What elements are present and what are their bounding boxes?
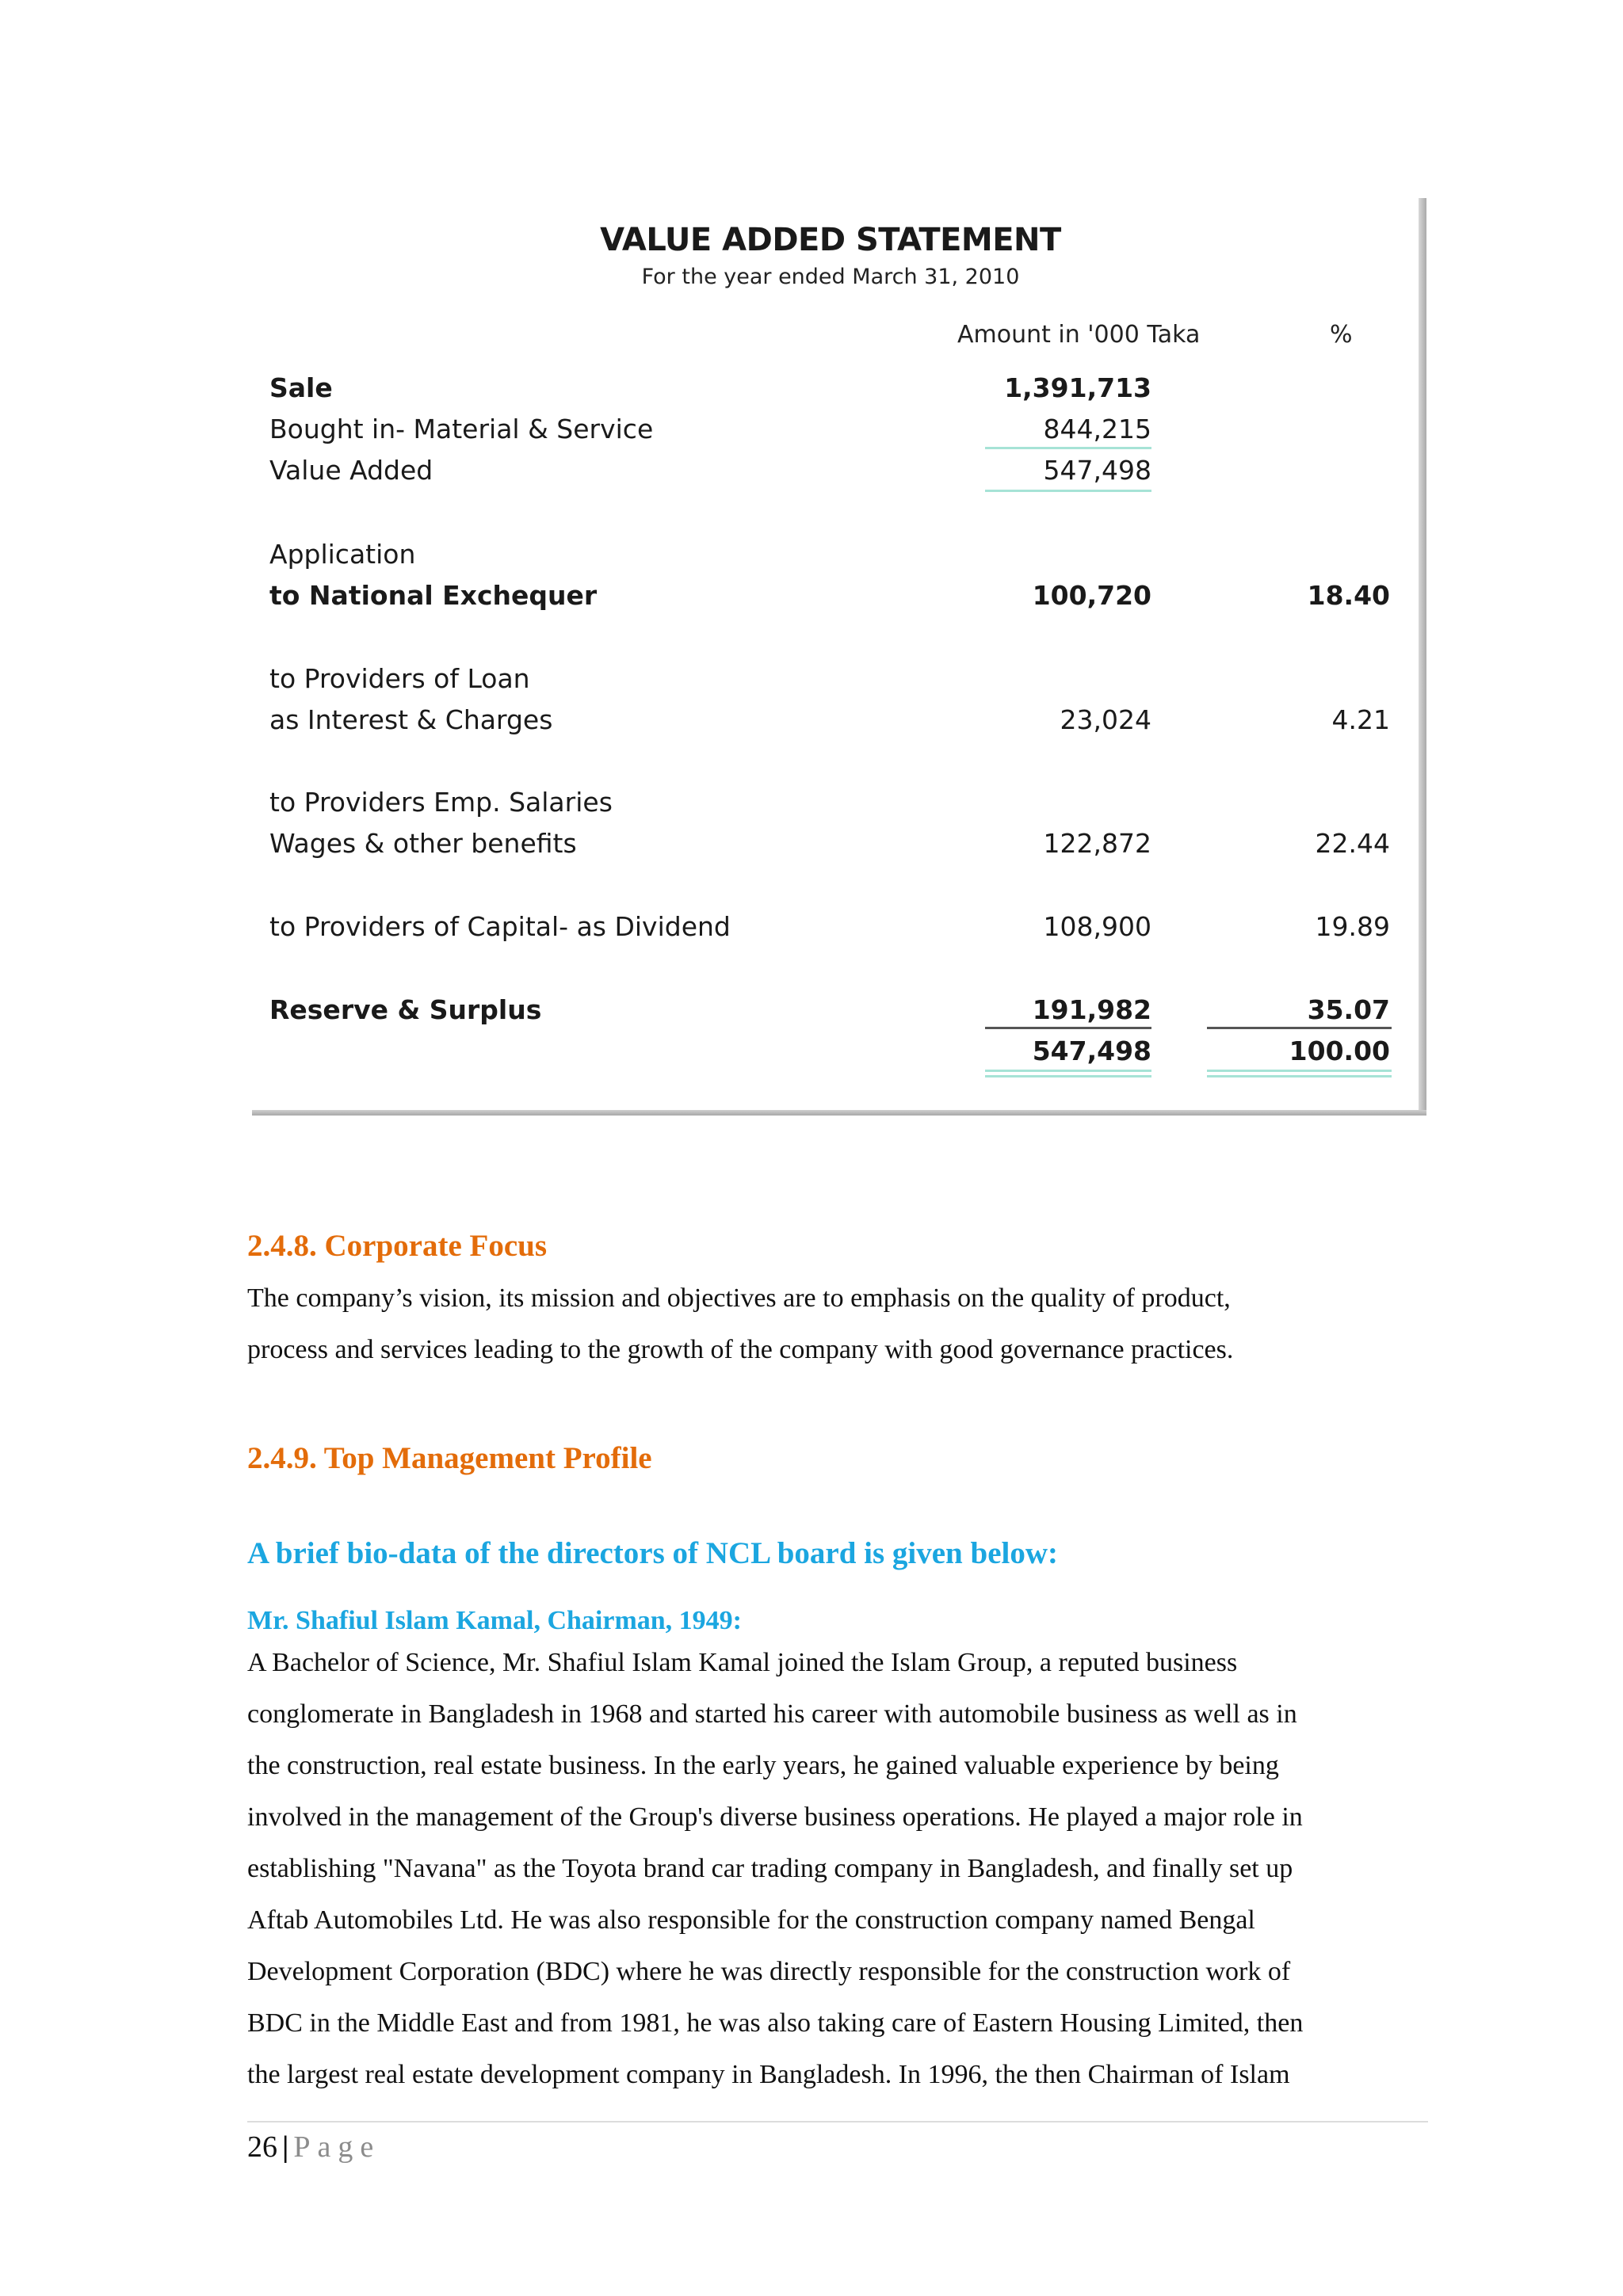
bio-line: BDC in the Middle East and from 1981, he was also taking care of Eastern Housing Limited, then bbox=[247, 2008, 1304, 2038]
page-word: Page bbox=[293, 2130, 381, 2164]
footer-rule bbox=[247, 2121, 1428, 2122]
scan-edge-right bbox=[1419, 198, 1426, 1116]
row-label-sale: Sale bbox=[269, 372, 333, 403]
bio-line: Development Corporation (BDC) where he was directly responsible for the construction work of bbox=[247, 1957, 1291, 1986]
statement-subtitle: For the year ended March 31, 2010 bbox=[641, 265, 1020, 289]
underline-reserve-amount bbox=[985, 1027, 1151, 1029]
bio-line: involved in the management of the Group's diverse business operations. He played a major role in bbox=[247, 1802, 1303, 1832]
bio-line: conglomerate in Bangladesh in 1968 and started his career with automobile business as well as in bbox=[247, 1699, 1297, 1729]
page-footer bbox=[247, 2130, 380, 2164]
row-label-reserve: Reserve & Surplus bbox=[269, 994, 542, 1025]
row-amount-sale: 1,391,713 bbox=[1004, 372, 1151, 403]
row-label-application: Application bbox=[269, 539, 416, 570]
bio-line: the construction, real estate business. In the early years, he gained valuable experience by being bbox=[247, 1751, 1279, 1780]
underline-bought-in bbox=[985, 447, 1151, 449]
row-label-emp-2: Wages & other benefits bbox=[269, 828, 577, 859]
row-amount-value-added: 547,498 bbox=[1043, 455, 1151, 486]
footer-separator: | bbox=[282, 2130, 289, 2164]
bio-line: establishing "Navana" as the Toyota brand car trading company in Bangladesh, and finally set up bbox=[247, 1854, 1293, 1883]
bio-line: Aftab Automobiles Ltd. He was also responsible for the construction company named Bengal bbox=[247, 1905, 1255, 1935]
double-underline-pct-1 bbox=[1207, 1070, 1392, 1072]
heading-corporate-focus: 2.4.8. Corporate Focus bbox=[247, 1229, 548, 1263]
row-label-loan-2: as Interest & Charges bbox=[269, 704, 553, 735]
total-pct: 100.00 bbox=[1289, 1035, 1390, 1066]
row-pct-loan: 4.21 bbox=[1331, 704, 1390, 735]
heading-chairman-profile: Mr. Shafiul Islam Kamal, Chairman, 1949: bbox=[247, 1606, 743, 1635]
row-amount-bought-in: 844,215 bbox=[1043, 414, 1151, 444]
corporate-focus-line-1: The company’s vision, its mission and objectives are to emphasis on the quality of product, bbox=[247, 1283, 1231, 1313]
heading-directors-biodata: A brief bio-data of the directors of NCL board is given below: bbox=[247, 1536, 1058, 1570]
row-amount-capital: 108,900 bbox=[1043, 911, 1151, 942]
double-underline-pct-2 bbox=[1207, 1075, 1392, 1077]
total-amount: 547,498 bbox=[1032, 1035, 1151, 1066]
statement-title: VALUE ADDED STATEMENT bbox=[600, 222, 1061, 258]
row-label-value-added: Value Added bbox=[269, 455, 433, 486]
scan-edge-bottom bbox=[252, 1110, 1426, 1116]
bio-line: the largest real estate development company in Bangladesh. In 1996, the then Chairman of Islam bbox=[247, 2060, 1290, 2089]
row-amount-emp: 122,872 bbox=[1043, 828, 1151, 859]
underline-value-added bbox=[985, 490, 1151, 492]
row-label-capital: to Providers of Capital- as Dividend bbox=[269, 911, 731, 942]
row-amount-reserve: 191,982 bbox=[1032, 994, 1151, 1025]
row-label-emp-1: to Providers Emp. Salaries bbox=[269, 787, 613, 818]
corporate-focus-line-2: process and services leading to the growth of the company with good governance practices. bbox=[247, 1335, 1234, 1364]
row-pct-national-exchequer: 18.40 bbox=[1307, 580, 1390, 611]
row-label-bought-in: Bought in- Material & Service bbox=[269, 414, 654, 444]
row-amount-national-exchequer: 100,720 bbox=[1032, 580, 1151, 611]
column-header-amount: Amount in '000 Taka bbox=[957, 321, 1201, 349]
value-added-statement bbox=[246, 198, 1426, 1116]
row-pct-reserve: 35.07 bbox=[1307, 994, 1390, 1025]
page-number: 26 bbox=[247, 2130, 277, 2164]
heading-top-management: 2.4.9. Top Management Profile bbox=[247, 1441, 652, 1475]
row-pct-capital: 19.89 bbox=[1315, 911, 1390, 942]
double-underline-amount-1 bbox=[985, 1070, 1151, 1072]
row-pct-emp: 22.44 bbox=[1315, 828, 1390, 859]
underline-reserve-pct bbox=[1207, 1027, 1392, 1029]
column-header-percent: % bbox=[1330, 321, 1353, 349]
row-amount-loan: 23,024 bbox=[1060, 704, 1151, 735]
double-underline-amount-2 bbox=[985, 1075, 1151, 1077]
bio-line: A Bachelor of Science, Mr. Shafiul Islam Kamal joined the Islam Group, a reputed business bbox=[247, 1648, 1238, 1677]
row-label-loan-1: to Providers of Loan bbox=[269, 663, 530, 694]
row-label-national-exchequer: to National Exchequer bbox=[269, 580, 598, 611]
